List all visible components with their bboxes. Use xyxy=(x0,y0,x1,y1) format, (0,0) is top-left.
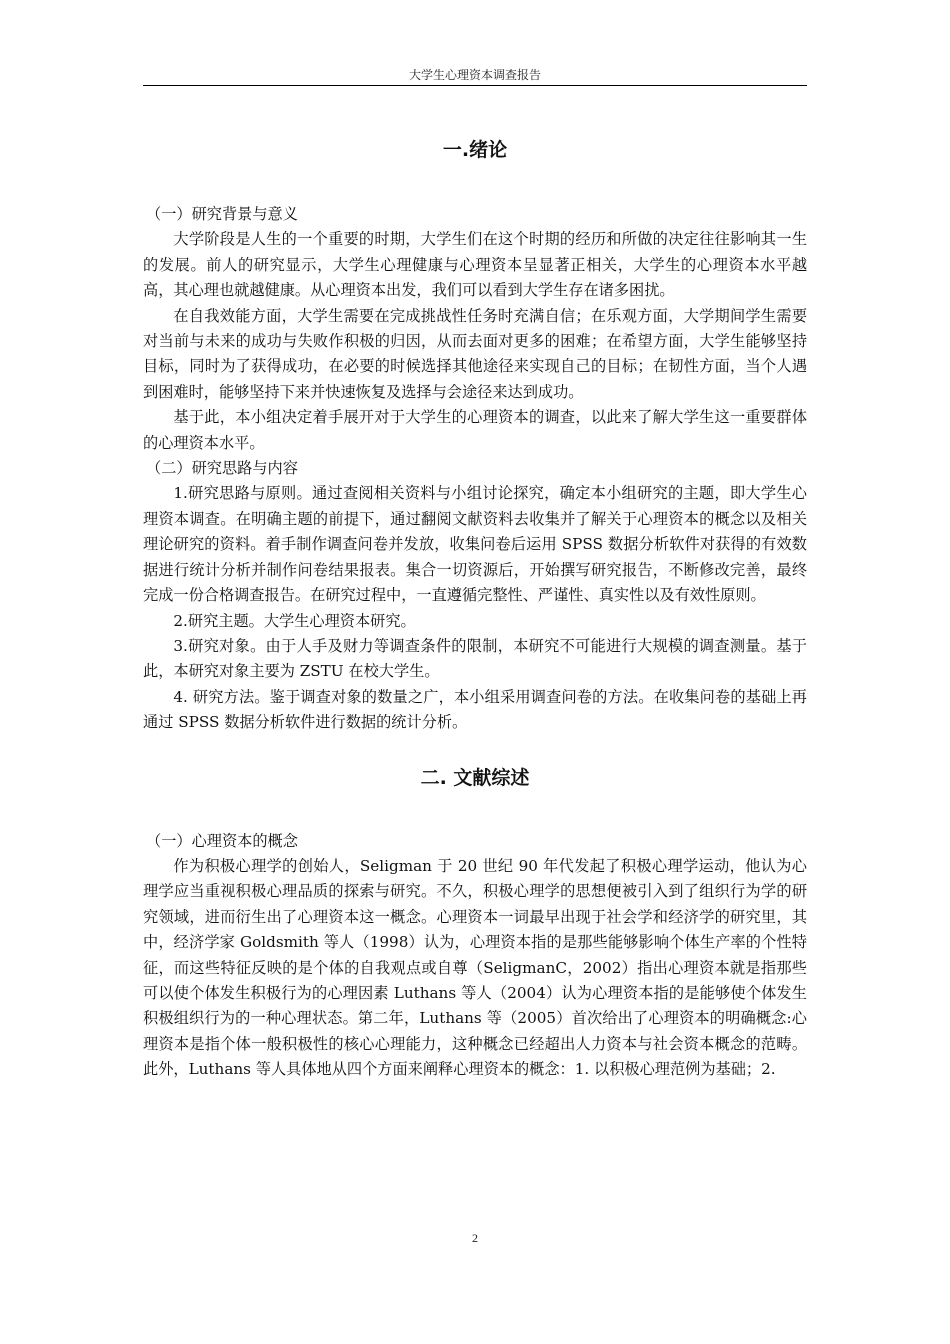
header-rule xyxy=(143,85,807,86)
body-paragraph: 1.研究思路与原则。通过查阅相关资料与小组讨论探究，确定本小组研究的主题，即大学生心理资本调查。在明确主题的前提下，通过翻阅文献资料去收集并了解关于心理资本的概念以及相关理论研究的资料。着手制作调查问卷并发放，收集问卷后运用 SPSS 数据分析软件对获得的有效数据进行统计分析并制作问卷结果报表。集合一切资源后，开始撰写研究报告，不断修改完善，最终完成一份合格调查报告。在研究过程中，一直遵循完整性、严谨性、真实性以及有效性原则。 xyxy=(143,484,807,605)
subsection-title-approach: （二）研究思路与内容 xyxy=(146,459,298,478)
page-body xyxy=(143,136,807,1083)
body-paragraph: 3.研究对象。由于人手及财力等调查条件的限制，本研究不可能进行大规模的调查测量。基于此，本研究对象主要为 ZSTU 在校大学生。 xyxy=(143,636,807,681)
body-paragraph: 作为积极心理学的创始人，Seligman 于 20 世纪 90 年代发起了积极心理学运动，他认为心理学应当重视积极心理品质的探索与研究。不久，积极心理学的思想便被引入到了组织行为学的研究领域，进而衍生出了心理资本这一概念。心理资本一词最早出现于社会学和经济学的研究里，其中，经济学家 Goldsmith 等人（1998）认为，心理资本指的是那些能够影响个体生产率的个性特征，而这些特征反映的是个体的自我观点或自尊（SeligmanC，2002）指出心理资本就是指那些可以使个体发生积极行为的心理因素 Luthans 等人（2004）认为心理资本指的是能够使个体发生积极组织行为的一种心理状态。第二年，Luthans 等（2005）首次给出了心理资本的明确概念:心理资本是指个体一般积极性的核心心理能力，这种概念已经超出人力资本与社会资本概念的范畴。此外，Luthans 等人具体地从四个方面来阐释心理资本的概念：1. 以积极心理范例为基础；2. xyxy=(143,856,807,1079)
body-paragraph: 4. 研究方法。鉴于调查对象的数量之广，本小组采用调查问卷的方法。在收集问卷的基础上再通过 SPSS 数据分析软件进行数据的统计分析。 xyxy=(143,687,807,732)
body-paragraph: 大学阶段是人生的一个重要的时期，大学生们在这个时期的经历和所做的决定往往影响其一生的发展。前人的研究显示，大学生心理健康与心理资本呈显著正相关，大学生的心理资本水平越高，其心理也就越健康。从心理资本出发，我们可以看到大学生存在诸多困扰。 xyxy=(143,230,807,300)
page-number: 2 xyxy=(472,1231,478,1245)
subsection-title-concept: （一）心理资本的概念 xyxy=(146,831,298,850)
body-paragraph: 在自我效能方面，大学生需要在完成挑战性任务时充满自信；在乐观方面，大学期间学生需要对当前与未来的成功与失败作积极的归因，从而去面对更多的困难；在希望方面，大学生能够坚持目标，同时为了获得成功，在必要的时候选择其他途径来实现自己的目标；在韧性方面，当个人遇到困难时，能够坚持下来并快速恢复及选择与会途径来达到成功。 xyxy=(143,306,807,401)
subsection-title-background: （一）研究背景与意义 xyxy=(146,205,298,223)
section-heading-introduction: 一.绪论 xyxy=(442,139,508,161)
section-heading-literature-review: 二. 文献综述 xyxy=(420,766,530,789)
body-paragraph: 2.研究主题。大学生心理资本研究。 xyxy=(173,611,416,630)
running-header: 大学生心理资本调查报告 xyxy=(408,68,541,82)
body-paragraph: 基于此，本小组决定着手展开对于大学生的心理资本的调查，以此来了解大学生这一重要群体的心理资本水平。 xyxy=(143,408,807,452)
